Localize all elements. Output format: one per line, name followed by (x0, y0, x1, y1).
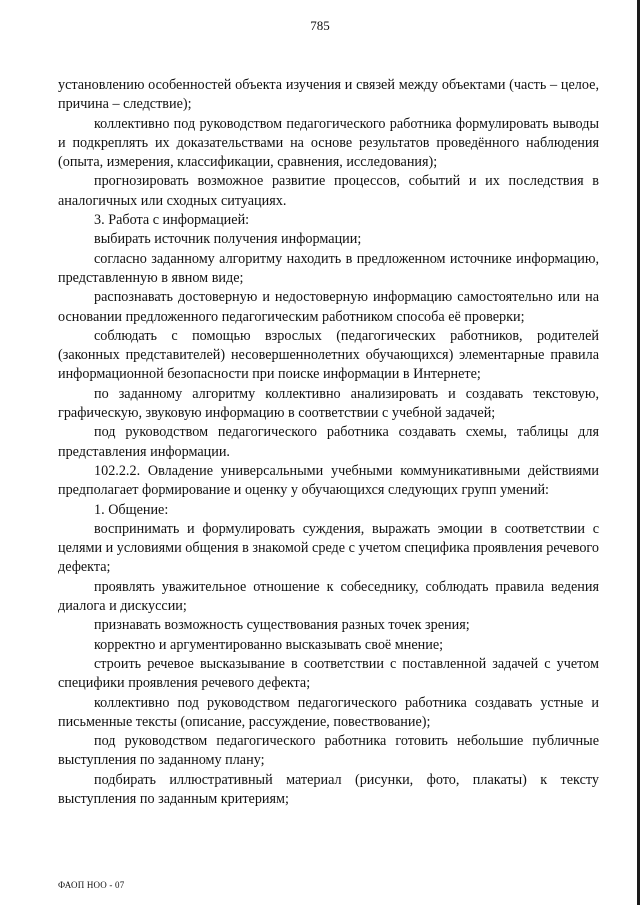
section-heading: 3. Работа с информацией: (94, 212, 250, 229)
paragraph: проявлять уважительное отношение к собеседнику, соблюдать правила ведения диалога и дискуссии; (58, 578, 599, 615)
document-body (58, 76, 599, 809)
paragraph: под руководством педагогического работника готовить небольшие публичные выступления по заданному плану; (58, 733, 599, 769)
paragraph: выбирать источник получения информации; (94, 231, 362, 248)
paragraph: соблюдать с помощью взрослых (педагогических работников, родителей (законных представителей) несовершеннолетних обучающихся) элементарные правила информационной безопасности при поиске информации в Интернете; (58, 327, 599, 383)
paragraph: под руководством педагогического работника создавать схемы, таблицы для представления информации. (58, 424, 599, 460)
document-footer: ФАОП НОО - 07 (58, 880, 125, 890)
paragraph: установлению особенностей объекта изучения и связей между объектами (часть – целое, причина – следствие); (58, 77, 599, 113)
paragraph: согласно заданному алгоритму находить в предложенном источнике информацию, представленную в явном виде; (58, 250, 599, 286)
paragraph: распознавать достоверную и недостоверную информацию самостоятельно или на основании предложенного педагогическим работником способа её проверки; (58, 289, 599, 325)
section-heading: 1. Общение: (94, 501, 169, 518)
paragraph: прогнозировать возможное развитие процессов, событий и их последствия в аналогичных или сходных ситуациях. (58, 173, 599, 209)
page-number: 785 (310, 18, 330, 33)
paragraph: коллективно под руководством педагогического работника создавать устные и письменные тексты (описание, рассуждение, повествование); (58, 694, 599, 730)
paragraph: подбирать иллюстративный материал (рисунки, фото, плакаты) к тексту выступления по заданным критериям; (58, 771, 599, 807)
paragraph: воспринимать и формулировать суждения, выражать эмоции в соответствии с целями и условиями общения в знакомой среде с учетом специфика проявления речевого дефекта; (58, 520, 599, 576)
paragraph: коллективно под руководством педагогического работника формулировать выводы и подкреплять их доказательствами на основе результатов проведённого наблюдения (опыта, измерения, классификации, сравнения, исследования); (58, 115, 599, 171)
paragraph: признавать возможность существования разных точек зрения; (94, 617, 470, 634)
paragraph: 102.2.2. Овладение универсальными учебными коммуникативными действиями предполагает формирование и оценку у обучающихся следующих групп умений: (58, 462, 599, 499)
paragraph: строить речевое высказывание в соответствии с поставленной задачей с учетом специфики проявления речевого дефекта; (58, 655, 599, 692)
paragraph: корректно и аргументированно высказывать своё мнение; (94, 636, 444, 653)
paragraph: по заданному алгоритму коллективно анализировать и создавать текстовую, графическую, звуковую информацию в соответствии с учебной задачей; (58, 385, 599, 422)
